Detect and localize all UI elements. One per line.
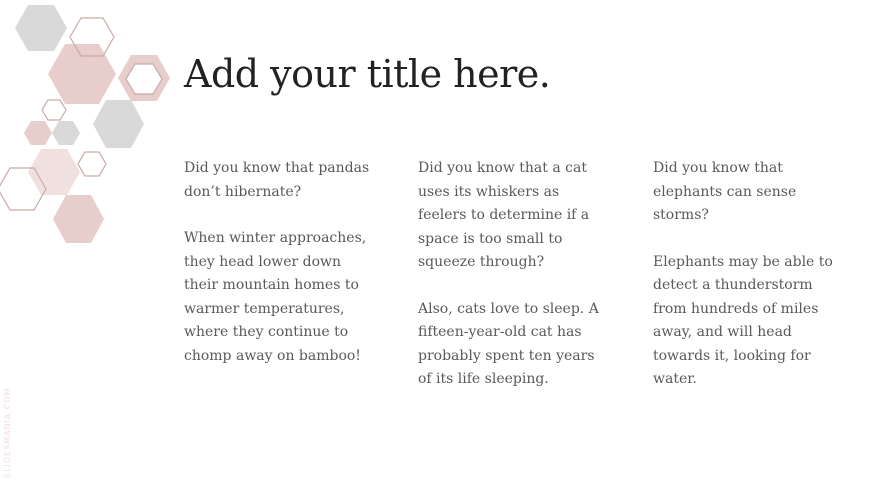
text-column-cats: [418, 157, 608, 415]
watermark: SLIDESMANIA.COM: [3, 387, 12, 478]
hexagon-pink-tiny: [24, 121, 52, 145]
column-body: Also, cats love to sleep. A fifteen-year-old cat has probably spent ten years of its life sleeping.: [418, 300, 599, 387]
column-question: Did you know that elephants can sense storms?: [653, 160, 797, 223]
hexagon-gray-tiny: [52, 121, 80, 145]
column-body: Elephants may be able to detect a thunderstorm from hundreds of miles away, and will head towards it, looking for water.: [653, 253, 833, 387]
hexagon-decoration: [0, 0, 200, 260]
text-column-elephants: [653, 157, 843, 415]
slide-title: Add your title here.: [184, 52, 551, 96]
column-body: When winter approaches, they head lower down their mountain homes to warmer temperatures, where they continue to chomp away on bamboo!: [184, 230, 367, 364]
hexagon-gray-mid: [93, 100, 144, 148]
hexagon-outline-small: [42, 100, 66, 120]
text-column-pandas: [184, 157, 374, 391]
hexagon-outline-tiny: [78, 152, 106, 176]
column-question: Did you know that pandas don’t hibernate?: [184, 160, 370, 200]
hexagon-pink-large: [48, 44, 116, 104]
hexagon-pink-bottom: [53, 195, 104, 243]
column-question: Did you know that a cat uses its whiskers as feelers to determine if a space is too small to squeeze through?: [418, 160, 590, 270]
hexagon-gray-top: [15, 5, 67, 51]
